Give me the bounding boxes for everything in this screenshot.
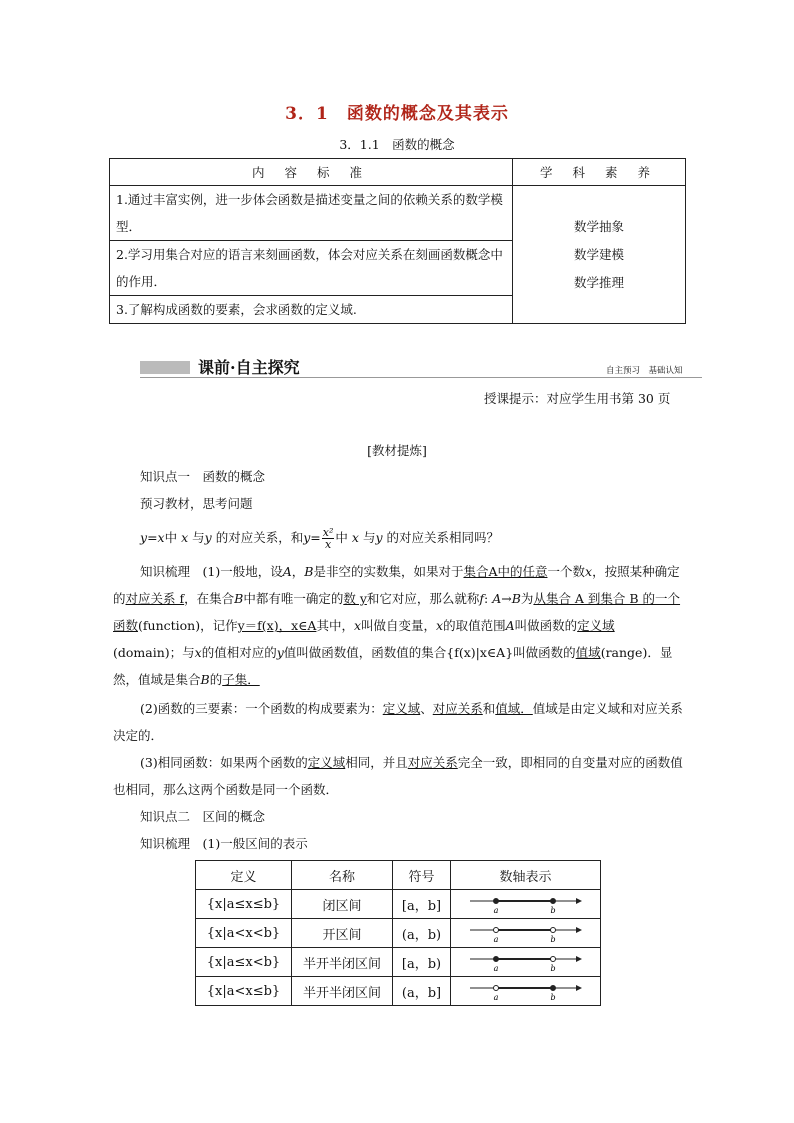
- section-divider: [140, 377, 702, 378]
- endpoint-b: [550, 957, 555, 962]
- section-title: 课前·自主探究: [198, 358, 300, 377]
- label-b: b: [549, 993, 556, 1002]
- iv-axis-cell: [451, 890, 601, 919]
- standards-table: [109, 158, 686, 324]
- axis-arrow: [576, 898, 582, 904]
- label-b: b: [549, 964, 556, 973]
- kp2-title: 知识点二 区间的概念: [140, 809, 266, 824]
- iv-def: {x|a≤x≤b}: [196, 890, 292, 919]
- iv-header: 定义: [196, 861, 292, 890]
- kp1-title: 知识点一 函数的概念: [140, 469, 266, 484]
- iv-name: 半开半闭区间: [292, 948, 393, 977]
- number-axis: [466, 979, 586, 1003]
- question-line: y=x中 x 与y 的对应关系，和y= $\frac{\text{x²}}{x}$ 中 x 与y 的对应关系相同吗？: [140, 526, 500, 551]
- standard-row-3: 3.了解构成函数的要素，会求函数的定义域.: [110, 296, 513, 324]
- label-a: a: [493, 964, 498, 973]
- page-subtitle: 3．1.1 函数的概念: [339, 137, 455, 152]
- label-b: b: [549, 935, 556, 944]
- label-a: a: [493, 906, 498, 915]
- iv-symbol: (a，b): [393, 919, 451, 948]
- material-title: [教材提炼]: [367, 443, 427, 458]
- literacy-item: 数学抽象: [573, 218, 624, 234]
- page-title: 3．1 函数的概念及其表示: [285, 104, 509, 124]
- standard-row-2: 2.学习用集合对应的语言来刻画函数，体会对应关系在刻画函数概念中的作用．: [110, 241, 513, 296]
- iv-name: 闭区间: [292, 890, 393, 919]
- endpoint-a: [493, 957, 498, 962]
- number-axis: [466, 950, 586, 974]
- iv-name: 半开半闭区间: [292, 977, 393, 1006]
- number-axis: [466, 921, 586, 945]
- iv-symbol: [a，b]: [393, 890, 451, 919]
- col-header-content: 内 容 标 准: [110, 159, 513, 186]
- literacy-item: 数学建模: [573, 246, 624, 262]
- section-tags: 自主预习 基础认知: [606, 366, 683, 376]
- iv-header: 数轴表示: [451, 861, 601, 890]
- interval-table: [195, 860, 601, 1006]
- table-row: [196, 948, 601, 977]
- axis-arrow: [576, 927, 582, 933]
- iv-def: {x|a<x<b}: [196, 919, 292, 948]
- preview-text: 预习教材，思考问题: [140, 496, 253, 511]
- section-bar: [140, 361, 190, 374]
- table-row: [196, 890, 601, 919]
- endpoint-b: [550, 986, 555, 991]
- iv-name: 开区间: [292, 919, 393, 948]
- endpoint-b: [550, 899, 555, 904]
- lesson-hint: 授课提示：对应学生用书第 30 页: [484, 391, 671, 406]
- col-header-literacy: 学 科 素 养: [513, 159, 686, 186]
- fraction: $\frac{\text{x²}}{x}$: [322, 526, 334, 551]
- endpoint-a: [493, 899, 498, 904]
- table-row: [196, 977, 601, 1006]
- axis-arrow: [576, 985, 582, 991]
- table-row: [196, 919, 601, 948]
- paragraph-same-function: (3)相同函数：如果两个函数的定义域相同，并且对应关系完全一致，即相同的自变量对应的函数值也相同，那么这两个函数是同一个函数．: [113, 755, 683, 797]
- literacy-item: 数学推理: [573, 274, 624, 290]
- standard-row-1: 1.通过丰富实例，进一步体会函数是描述变量之间的依赖关系的数学模型．: [110, 186, 513, 241]
- label-b: b: [549, 906, 556, 915]
- number-axis: [466, 892, 586, 916]
- iv-symbol: (a，b]: [393, 977, 451, 1006]
- paragraph-definition: 知识梳理 (1)一般地，设A，B是非空的实数集，如果对于集合A中的任意一个数x，按照某种确定的对应关系 f，在集合B中都有唯一确定的数 y和它对应，那么就称f: A→B为从集合 A 到集合 B 的一个函数(function)，记作y＝f(x)，x∈A其中，x叫做自变量，x的取值范围A叫做函数的定义域(domain)；与x的值相对应的y值叫做函数值，函数值的集合{f(x)|x∈A}叫做函数的值域(range)．显然，值域是集合B的子集．: [113, 564, 681, 687]
- endpoint-a: [493, 928, 498, 933]
- endpoint-b: [550, 928, 555, 933]
- iv-header: 名称: [292, 861, 393, 890]
- iv-header: 符号: [393, 861, 451, 890]
- iv-axis-cell: [451, 948, 601, 977]
- label-a: a: [493, 935, 498, 944]
- paragraph-three-elements: (2)函数的三要素：一个函数的构成要素为：定义域、对应关系和值域．值域是由定义域和对应关系决定的．: [113, 701, 683, 743]
- iv-def: {x|a<x≤b}: [196, 977, 292, 1006]
- iv-symbol: [a，b): [393, 948, 451, 977]
- iv-axis-cell: [451, 919, 601, 948]
- label-a: a: [493, 993, 498, 1002]
- kp2-subtitle: 知识梳理 (1)一般区间的表示: [140, 836, 308, 851]
- endpoint-a: [493, 986, 498, 991]
- iv-def: {x|a≤x<b}: [196, 948, 292, 977]
- axis-arrow: [576, 956, 582, 962]
- literacy-cell: [513, 186, 686, 324]
- iv-axis-cell: [451, 977, 601, 1006]
